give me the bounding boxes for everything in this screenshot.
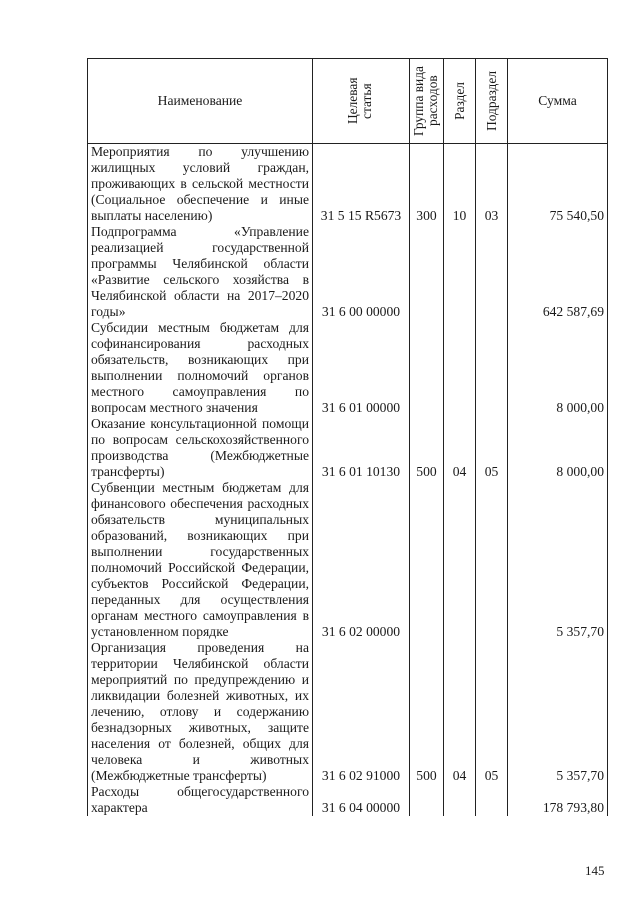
row-name: Субвенции местным бюджетам для финансового обеспечения расходных обязательств муниципальных образований, возникающих при выполнении государственных полномочий Российской Федерации, субъектов Российской Федерации, переданных для осуществления органам местного самоуправления в установленном порядке [88, 480, 313, 640]
header-subsection: Подраздел [476, 59, 508, 144]
header-expense-group: Группа вида расходов [410, 59, 444, 144]
row-section [444, 784, 476, 816]
table-row [88, 224, 608, 320]
table-row [88, 480, 608, 640]
header-target-article: Целевая статья [313, 59, 410, 144]
row-amount: 8 000,00 [508, 416, 608, 480]
row-section: 10 [444, 144, 476, 225]
table-row [88, 320, 608, 416]
row-subsection [476, 784, 508, 816]
row-target-article: 31 5 15 R5673 [313, 144, 410, 225]
row-amount: 642 587,69 [508, 224, 608, 320]
row-name: Мероприятия по улучшению жилищных условий граждан, проживающих в сельской местности (Социальное обеспечение и иные выплаты населению) [88, 144, 313, 225]
row-expense-group [410, 784, 444, 816]
row-target-article: 31 6 02 91000 [313, 640, 410, 784]
row-section: 04 [444, 416, 476, 480]
budget-table [87, 58, 608, 816]
row-section [444, 224, 476, 320]
row-expense-group: 500 [410, 416, 444, 480]
row-name: Подпрограмма «Управление реализацией государственной программы Челябинской области «Развитие сельского хозяйства в Челябинской области на 2017–2020 годы» [88, 224, 313, 320]
row-amount: 5 357,70 [508, 480, 608, 640]
row-amount: 5 357,70 [508, 640, 608, 784]
table-row [88, 784, 608, 816]
row-section: 04 [444, 640, 476, 784]
header-name: Наименование [88, 59, 313, 144]
row-subsection [476, 224, 508, 320]
row-subsection: 03 [476, 144, 508, 225]
row-subsection: 05 [476, 416, 508, 480]
row-amount: 75 540,50 [508, 144, 608, 225]
row-subsection [476, 320, 508, 416]
page-number: 145 [585, 863, 605, 878]
table-header [88, 59, 608, 144]
row-name: Субсидии местным бюджетам для софинансирования расходных обязательств, возникающих при выполнении полномочий органов местного самоуправления по вопросам местного значения [88, 320, 313, 416]
row-expense-group [410, 480, 444, 640]
row-target-article: 31 6 00 00000 [313, 224, 410, 320]
row-target-article: 31 6 01 00000 [313, 320, 410, 416]
row-amount: 8 000,00 [508, 320, 608, 416]
row-section [444, 480, 476, 640]
row-expense-group [410, 224, 444, 320]
row-name: Оказание консультационной помощи по вопросам сельскохозяйственного производства (Межбюджетные трансферты) [88, 416, 313, 480]
row-name: Расходы общегосударственного характера [88, 784, 313, 816]
header-amount: Сумма [508, 59, 608, 144]
row-subsection [476, 480, 508, 640]
table-row [88, 144, 608, 225]
table-row [88, 416, 608, 480]
row-expense-group: 500 [410, 640, 444, 784]
row-amount: 178 793,80 [508, 784, 608, 816]
row-target-article: 31 6 04 00000 [313, 784, 410, 816]
header-section: Раздел [444, 59, 476, 144]
row-section [444, 320, 476, 416]
table-body [88, 144, 608, 817]
row-expense-group: 300 [410, 144, 444, 225]
row-name: Организация проведения на территории Челябинской области мероприятий по предупреждению и ликвидации болезней животных, их лечению, отлову и содержанию безнадзорных животных, защите населения от болезней, общих для человека и животных (Межбюджетные трансферты) [88, 640, 313, 784]
table-row [88, 640, 608, 784]
row-target-article: 31 6 02 00000 [313, 480, 410, 640]
row-subsection: 05 [476, 640, 508, 784]
row-expense-group [410, 320, 444, 416]
row-target-article: 31 6 01 10130 [313, 416, 410, 480]
